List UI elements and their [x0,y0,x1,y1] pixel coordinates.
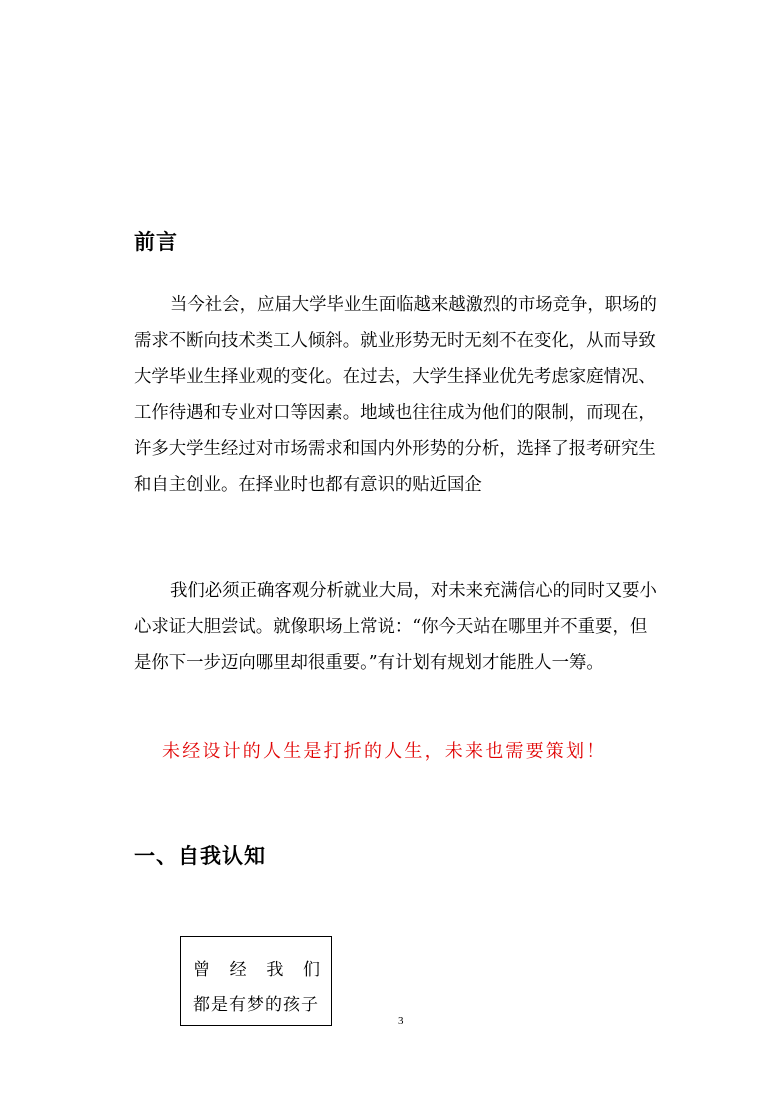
poem-line-2: 都是有梦的孩子 [193,995,319,1015]
slogan-text: 未经设计的人生是打折的人生，未来也需要策划！ [162,741,607,762]
preface-paragraph-2 [134,573,674,681]
preface-heading: 前言 [134,230,178,254]
poem-line-1 [193,955,321,980]
poem-char: 们 [302,960,321,980]
preface-paragraph-1 [134,287,674,503]
paragraph-line: 工作待遇和专业对口等因素。地域也往往成为他们的限制，而现在， [134,403,656,423]
paragraph-line: 心求证大胆尝试。就像职场上常说：“你今天站在哪里并不重要，但 [134,617,648,637]
paragraph-line: 需求不断向技术类工人倾斜。就业形势无时无刻不在变化，从而导致 [134,331,656,351]
poem-char: 我 [266,960,285,980]
paragraph-line: 是你下一步迈向哪里却很重要。”有计划有规划才能胜人一筹。 [134,653,604,673]
section-heading-self-awareness: 一、自我认知 [134,844,266,868]
poem-char: 经 [229,960,248,980]
poem-char: 曾 [193,960,211,980]
paragraph-line: 和自主创业。在择业时也都有意识的贴近国企 [134,475,482,495]
poem-box [180,936,332,1026]
paragraph-line: 许多大学生经过对市场需求和国内外形势的分析，选择了报考研究生 [134,439,656,459]
page-number: 3 [398,1015,404,1027]
paragraph-line: 我们必须正确客观分析就业大局，对未来充满信心的同时又要小 [170,581,657,601]
paragraph-line: 大学毕业生择业观的变化。在过去，大学生择业优先考虑家庭情况、 [134,367,656,387]
paragraph-line: 当今社会，应届大学毕业生面临越来越激烈的市场竞争，职场的 [170,295,657,315]
